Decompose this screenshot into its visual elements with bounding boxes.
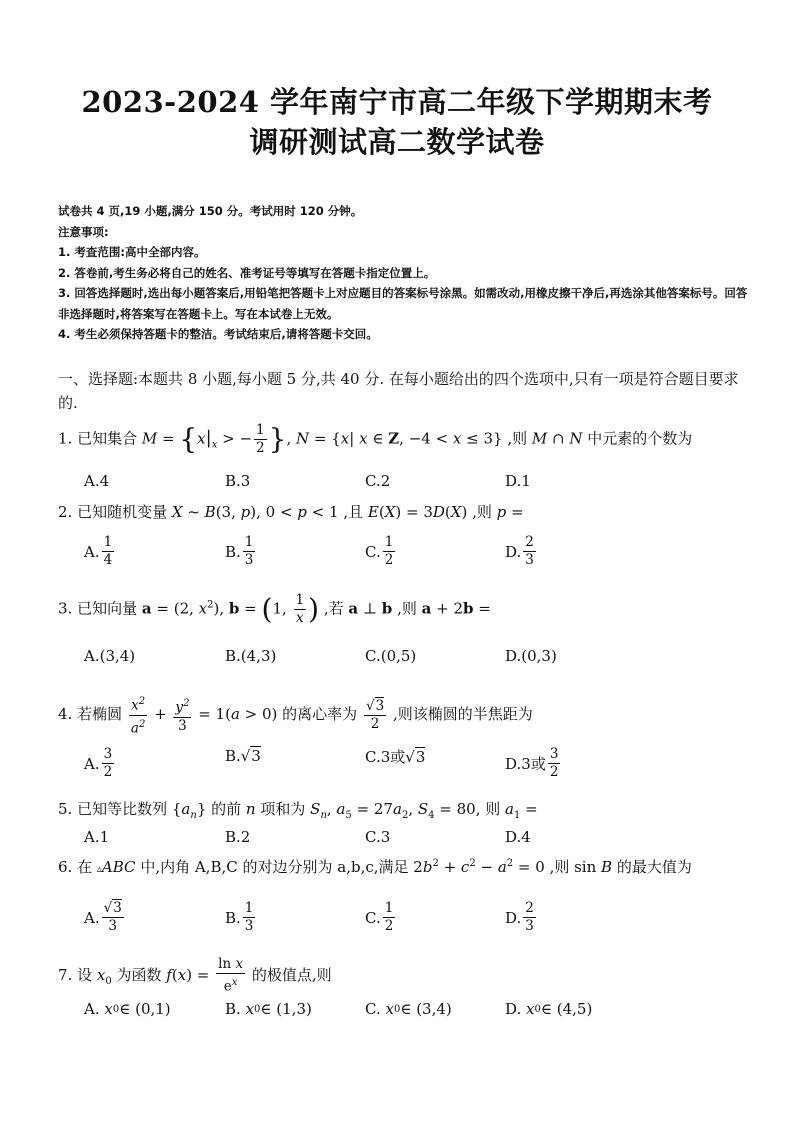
notes-heading: 注意事项: (58, 224, 109, 239)
option-6a[interactable]: A. $\frac{√3}{3}$ (84, 900, 122, 934)
q6-text-mid: 中,内角 A,B,C 的对边分别为 a,b,c,满足 (140, 858, 409, 876)
option-1b[interactable]: B.3 (225, 472, 251, 490)
q5-text-mid: 的前 (211, 800, 242, 818)
q4-text: 4. 若椭圆 (58, 705, 123, 723)
q1-text: 1. 已知集合 (58, 429, 138, 448)
question-4: 4. 若椭圆 $\frac{x^2}{a^2}$ + $\frac{y^2}{3}$ = 1(a > 0) 的离心率为 $\frac{√3}{2}$ ,则该椭圆的半焦距为 (58, 693, 533, 737)
notes-item-2: 2. 答卷前,考生务必将自己的姓名、准考证号等填写在答题卡指定位置上。 (58, 265, 436, 280)
notes-item-3: 3. 回答选择题时,选出每小题答案后,用铅笔把答题卡上对应题目的答案标号涂黑。如需改动,用橡皮擦干净后,再选涂其他答案标号。回答非选择题时,将答案写在答题卡上。写在本试卷上无效。 (58, 286, 748, 321)
options-q3 (84, 647, 724, 687)
options-q6 (84, 900, 724, 940)
q6-text-post: ,则 (549, 858, 570, 876)
option-1a[interactable]: A.4 (84, 472, 110, 490)
option-4b[interactable]: B.√ 3 (225, 746, 261, 765)
option-2c[interactable]: C. $\frac{1}{2}$ (365, 534, 394, 568)
option-6c[interactable]: C. $\frac{1}{2}$ (365, 900, 394, 934)
option-4d[interactable]: D.3 或 $\frac{3}{2}$ (505, 746, 559, 780)
option-6d[interactable]: D. $\frac{2}{3}$ (505, 900, 534, 934)
q3-text-end: ,则 (397, 599, 417, 618)
option-5d[interactable]: D.4 (505, 828, 531, 846)
option-2d[interactable]: D. $\frac{2}{3}$ (505, 534, 534, 568)
q5-text-mid2: 项和为 (260, 800, 306, 818)
options-q4 (84, 746, 724, 786)
q7-text: 7. 设 (58, 965, 93, 984)
question-5: 5. 已知等比数列 $\{a_n\}$ 的前 n 项和为 $S_n$, $a_5 = 27a_2$, $S_4 = 80$, 则 $a_1$ = (58, 800, 538, 821)
option-2b[interactable]: B. $\frac{1}{3}$ (225, 534, 254, 568)
question-6: 6. 在 ▵ABC 中,内角 A,B,C 的对边分别为 a,b,c,满足 $2b^2 + c^2 - a^2 = 0$ ,则 sin B 的最大值为 (58, 858, 692, 876)
q4-text-end: ,则该椭圆的半焦距为 (392, 705, 533, 723)
q1-text-end: 中元素的个数为 (587, 429, 693, 448)
q7-text-mid: 为函数 (116, 965, 162, 984)
section-heading: 一、选择题:本题共 8 小题,每小题 5 分,共 40 分. 在每小题给出的四个选项中,只有一项是符合题目要求的. (58, 370, 739, 412)
question-7: 7. 设 $x_0$ 为函数 f(x) = $\frac{\text{ln x}}{e^x}$ 的极值点,则 (58, 956, 332, 995)
option-7d[interactable]: D. x 0 ∈ (4,5) (505, 1000, 593, 1018)
options-q2 (84, 534, 724, 574)
option-5c[interactable]: C.3 (365, 828, 391, 846)
option-7b[interactable]: B. x 0 ∈ (1,3) (225, 1000, 312, 1018)
q7-text-end: 的极值点,则 (251, 965, 332, 984)
notes-item-4: 4. 考生必须保持答题卡的整洁。考试结束后,请将答题卡交回。 (58, 327, 378, 341)
q2-text-mid: ,且 (343, 503, 364, 521)
option-1c[interactable]: C.2 (365, 472, 391, 490)
option-5b[interactable]: B.2 (225, 828, 251, 846)
option-3a[interactable]: A.(3,4) (84, 647, 136, 665)
option-7a[interactable]: A. x 0 ∈ (0,1) (84, 1000, 171, 1018)
q3-text-mid: ,若 (323, 599, 344, 618)
notes-item-1: 1. 考查范围:高中全部内容。 (58, 245, 206, 259)
option-4a[interactable]: A. $\frac{3}{2}$ (84, 746, 113, 780)
notes-summary: 试卷共 4 页,19 小题,满分 150 分。考试用时 120 分钟。 (58, 204, 363, 218)
q6-text-end: 的最大值为 (616, 858, 692, 876)
exam-notes (58, 201, 748, 345)
option-5a[interactable]: A.1 (84, 828, 110, 846)
q3-text: 3. 已知向量 (58, 599, 138, 618)
option-7c[interactable]: C. x 0 ∈ (3,4) (365, 1000, 452, 1018)
option-3b[interactable]: B.(4,3) (225, 647, 277, 665)
title-line-2: 调研测试高二数学试卷 (249, 125, 545, 159)
q2-text: 2. 已知随机变量 (58, 503, 168, 521)
q4-text-mid: 的离心率为 (282, 705, 358, 723)
option-3c[interactable]: C.(0,5) (365, 647, 417, 665)
question-1: 1. 已知集合 $M = \{x|_x$ > − $\frac{1}{2}$ }, N = {x| x ∈ Z, −4 < x ≤ 3} ,则 M ∩ N 中元素的个数为 (58, 422, 693, 456)
title-line-1: 2023-2024 学年南宁市高二年级下学期期末考 (81, 85, 713, 119)
option-2a[interactable]: A. $\frac{1}{4}$ (84, 534, 113, 568)
option-6b[interactable]: B. $\frac{1}{3}$ (225, 900, 254, 934)
option-4c[interactable]: C.3 或 √ 3 (365, 747, 426, 766)
q2-text-end: ,则 (472, 503, 492, 521)
q6-text: 6. 在 (58, 858, 93, 876)
q1-text-mid: ,则 (507, 429, 528, 448)
question-3: 3. 已知向量 a = (2, $x^2$), b = (1, $\frac{1}{x}$ ) ,若 a ⊥ b ,则 a + 2b = (58, 592, 491, 626)
options-q7 (84, 1000, 724, 1040)
q5-text: 5. 已知等比数列 (58, 800, 168, 818)
option-3d[interactable]: D.(0,3) (505, 647, 557, 665)
question-2: 2. 已知随机变量 X ~ B(3, p), 0 < p < 1 ,且 E(X) = 3D(X) ,则 p = (58, 503, 524, 521)
option-1d[interactable]: D.1 (505, 472, 531, 490)
